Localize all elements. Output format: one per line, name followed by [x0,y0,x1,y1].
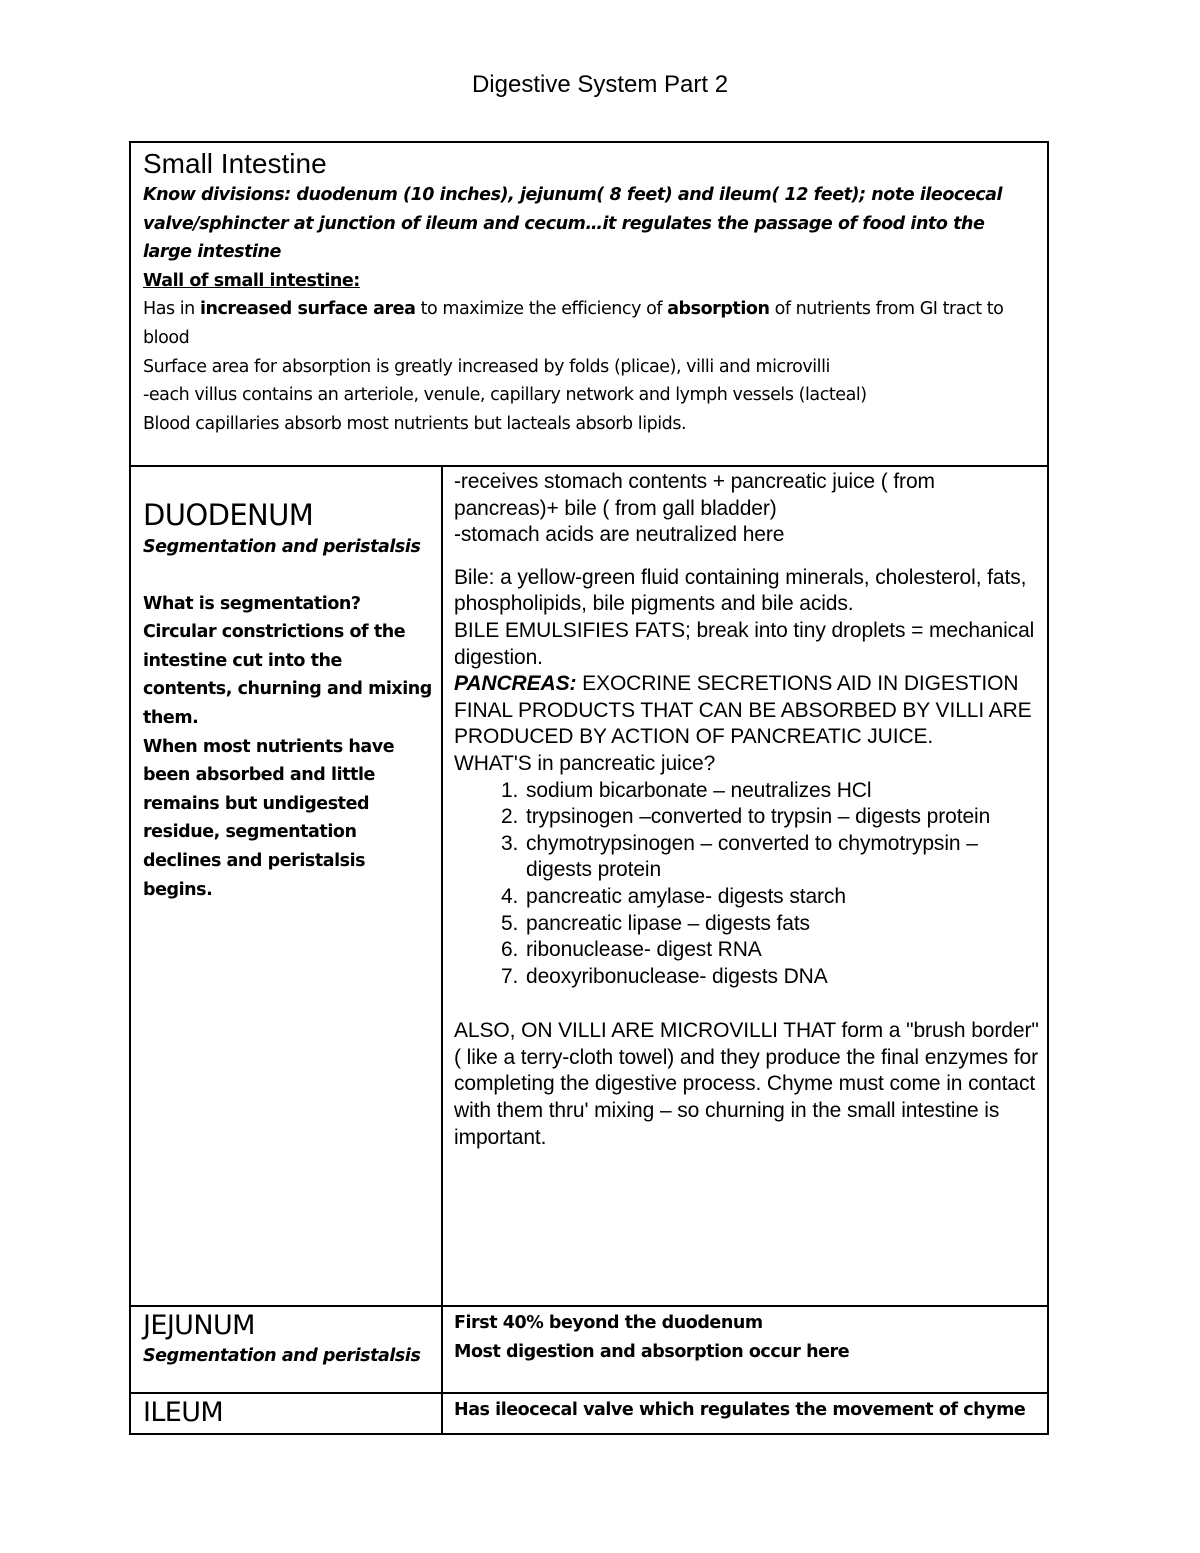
whats-in-juice: WHAT'S in pancreatic juice? [454,751,716,775]
list-item: 3. chymotrypsinogen – converted to chymotrypsin – digests protein [524,831,1039,884]
jejunum-line-2: Most digestion and absorption occur here [454,1341,850,1362]
list-item: 4. pancreatic amylase- digests starch [524,884,1039,911]
ileum-row [130,1393,1048,1434]
jejunum-left-cell [130,1306,442,1393]
surface-pre: Has in [143,299,200,320]
ileum-right-cell [442,1393,1048,1434]
list-item: 6. ribonuclease- digest RNA [524,937,1039,964]
jejunum-heading: JEJUNUM [143,1310,255,1341]
divisions-text: Know divisions: duodenum (10 inches), jejunum( 8 feet) and ileum( 12 feet); note ileocecal valve/sphincter at junction of ileum and cecum…it regulates the passage of food into the large intestine [143,185,1003,263]
folds-text: Surface area for absorption is greatly increased by folds (plicae), villi and microvilli [143,356,830,377]
intro-row [130,142,1048,466]
list-item: 7. deoxyribonuclease- digests DNA [524,964,1039,991]
pancreas-text [454,671,1039,698]
lipids-text: Blood capillaries absorb most nutrients but lacteals absorb lipids. [143,413,687,434]
list-item: 1. sodium bicarbonate – neutralizes HCl [524,778,1039,805]
list-item: 2. trypsinogen –converted to trypsin – digests protein [524,804,1039,831]
receives-text: -receives stomach contents + pancreatic juice ( from pancreas)+ bile ( from gall bladder) [454,470,935,520]
surface-mid: to maximize the efficiency of [415,299,668,320]
spacer [454,549,1039,565]
ileum-left-cell [130,1393,442,1434]
page-title: Digestive System Part 2 [471,71,729,98]
spacer [454,990,1039,1018]
duodenum-row [130,466,1048,1306]
villus-text: -each villus contains an arteriole, venule, capillary network and lymph vessels (lacteal) [143,385,867,406]
surface-bold-1: increased surface area [199,299,416,320]
jejunum-row [130,1306,1048,1393]
surface-post: of nutrients from GI tract to blood [143,299,1004,348]
list-item: 5. pancreatic lipase – digests fats [524,911,1039,938]
surface-area-text [143,295,1037,352]
segmentation-question: What is segmentation? [143,593,361,614]
pancreas-label: PANCREAS: [454,672,577,696]
jejunum-subheading: Segmentation and peristalsis [143,1346,421,1366]
small-intestine-cell [130,142,1048,466]
duodenum-right-cell [442,466,1048,1306]
duodenum-heading: DUODENUM [143,498,314,532]
spacer [143,562,433,590]
small-intestine-heading: Small Intestine [143,148,327,179]
notes-table [129,141,1049,1435]
surface-bold-2: absorption [667,299,770,320]
jejunum-line-1: First 40% beyond the duodenum [454,1313,763,1333]
ileum-heading: ILEUM [143,1397,224,1428]
pancreas-secretions: EXOCRINE SECRETIONS AID IN DIGESTION [576,672,1019,696]
duodenum-subheading: Segmentation and peristalsis [143,537,421,557]
jejunum-right-cell [442,1306,1048,1393]
ileum-line-1: Has ileocecal valve which regulates the movement of chyme [454,1400,1026,1420]
final-products-text: FINAL PRODUCTS THAT CAN BE ABSORBED BY VILLI ARE PRODUCED BY ACTION OF PANCREATIC JUICE. [454,698,1032,749]
neutralized-text: -stomach acids are neutralized here [454,523,785,547]
duodenum-left-cell [130,466,442,1306]
pancreatic-juice-list [454,778,1039,991]
bile-text: Bile: a yellow-green fluid containing minerals, cholesterol, fats, phospholipids, bile pigments and bile acids. [454,565,1027,616]
wall-heading: Wall of small intestine: [143,270,360,291]
segmentation-answer: Circular constrictions of the intestine cut into the contents, churning and mixing them. [143,622,432,728]
microvilli-text: ALSO, ON VILLI ARE MICROVILLI THAT form a "brush border" ( like a terry-cloth towel) and they produce the final enzymes for completing the digestive process. Chyme must come in contact with them thru' mixing – so churning in the small intestine is important. [454,1019,1039,1149]
emulsifies-text: BILE EMULSIFIES FATS; break into tiny droplets = mechanical digestion. [454,618,1035,669]
segmentation-note: When most nutrients have been absorbed and little remains but undigested residue, segmentation declines and peristalsis begins. [143,736,395,900]
